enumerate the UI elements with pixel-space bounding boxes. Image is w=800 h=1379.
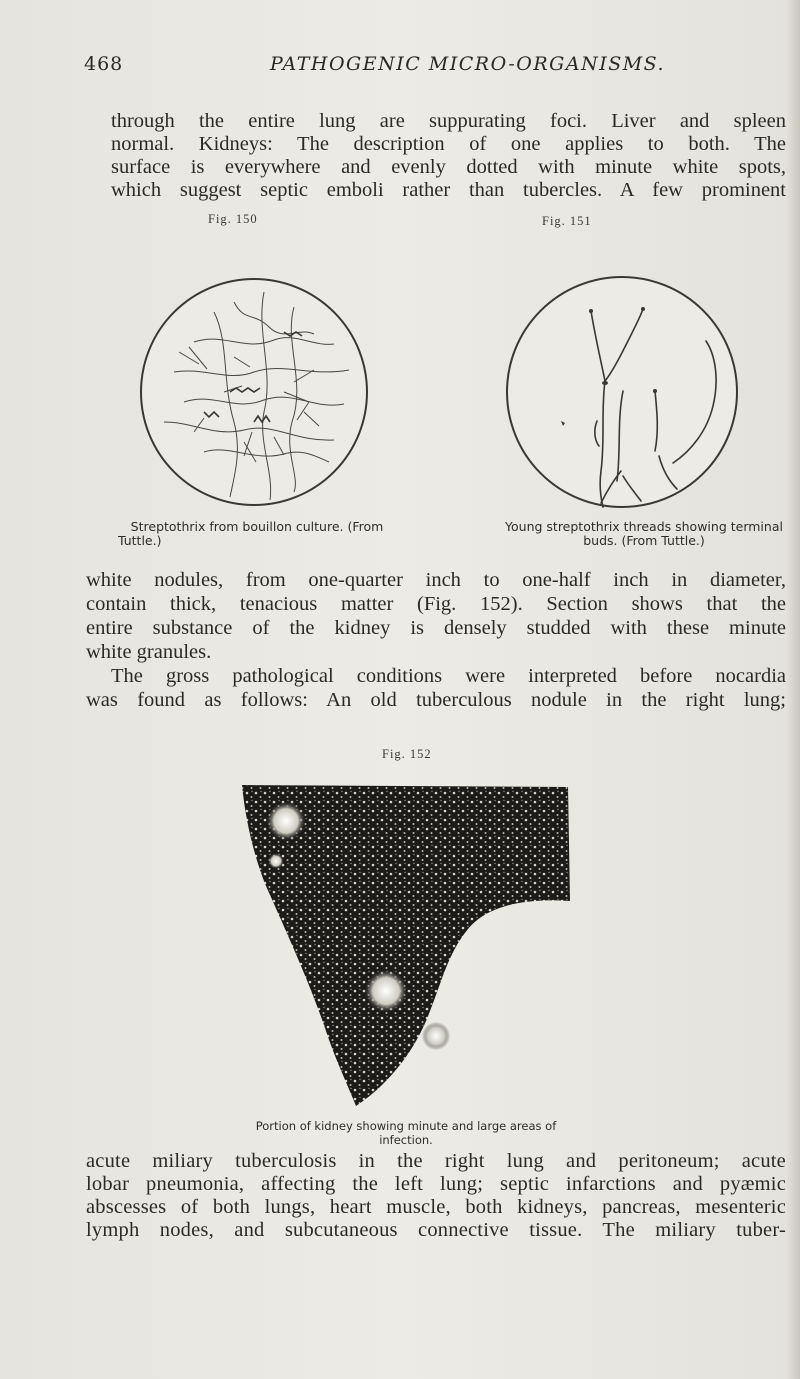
fig-152-caption: Portion of kidney showing minute and large areas of infection. xyxy=(255,1119,557,1147)
text-line: was found as follows: An old tuberculous nodule in the right lung; xyxy=(86,689,786,711)
text-line: entire substance of the kidney is densely studded with these minute xyxy=(86,617,786,639)
text-line: acute miliary tuberculosis in the right lung and peritoneum; acute xyxy=(86,1150,786,1172)
fig-150-streptothrix-illustration xyxy=(134,272,374,512)
text-line: lymph nodes, and subcutaneous connective tissue. The miliary tuber- xyxy=(86,1219,786,1241)
fig-152-label: Fig. 152 xyxy=(382,747,432,761)
running-head xyxy=(84,53,784,83)
fig-152-kidney-section-photo xyxy=(236,781,572,1110)
text-line: The gross pathological conditions were interpreted before nocardia xyxy=(111,665,786,687)
page-edge-shadow xyxy=(786,0,800,1379)
running-title: PATHOGENIC MICRO-ORGANISMS. xyxy=(270,53,666,75)
caption-line: Streptothrix from bouillon culture. (From xyxy=(130,519,384,534)
caption-line: Young streptothrix threads showing terminal xyxy=(505,519,783,534)
fig-151-streptothrix-threads-illustration xyxy=(501,271,743,513)
text-line: white nodules, from one-quarter inch to one-half inch in diameter, xyxy=(86,569,786,591)
page-number: 468 xyxy=(84,53,124,75)
text-line: abscesses of both lungs, heart muscle, both kidneys, pancreas, mesenteric xyxy=(86,1196,786,1218)
text-line: which suggest septic emboli rather than tubercles. A few prominent xyxy=(111,179,786,201)
text-line: normal. Kidneys: The description of one applies to both. The xyxy=(111,133,786,155)
text-line: contain thick, tenacious matter (Fig. 152). Section shows that the xyxy=(86,593,786,615)
fig-150-label: Fig. 150 xyxy=(208,212,258,226)
caption-line: buds. (From Tuttle.) xyxy=(583,533,705,548)
fig-150-caption xyxy=(104,520,410,548)
text-line: lobar pneumonia, affecting the left lung; septic infarctions and pyæmic xyxy=(86,1173,786,1195)
fig-151-caption xyxy=(496,520,792,548)
text-line: surface is everywhere and evenly dotted with minute white spots, xyxy=(111,156,786,178)
caption-line: Tuttle.) xyxy=(118,533,162,548)
text-line: white granules. xyxy=(86,641,212,663)
text-line: through the entire lung are suppurating foci. Liver and spleen xyxy=(111,110,786,132)
fig-151-label: Fig. 151 xyxy=(542,214,592,228)
